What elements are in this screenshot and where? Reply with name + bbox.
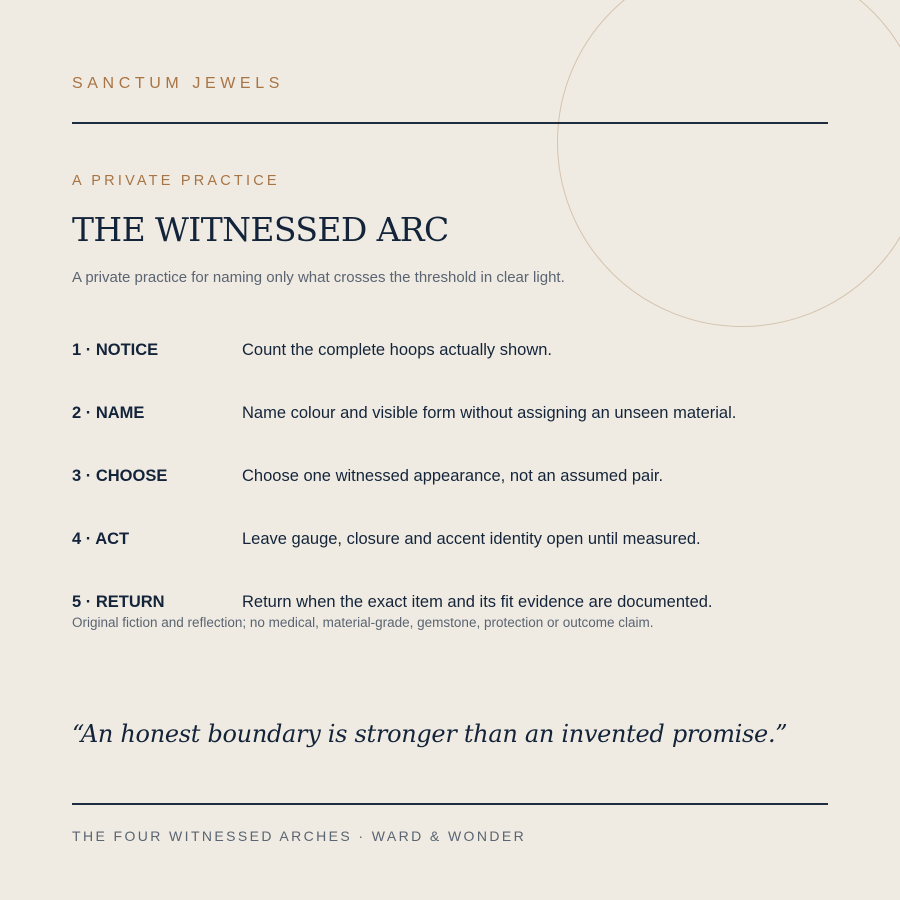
step-label: 5 · RETURN: [72, 593, 165, 611]
top-divider: [72, 122, 828, 124]
step-text: Count the complete hoops actually shown.: [242, 341, 553, 359]
steps-list: [72, 341, 832, 656]
pull-quote: “An honest boundary is stronger than an invented promise.”: [72, 720, 788, 748]
step-label: 2 · NAME: [72, 404, 145, 422]
disclaimer: Original fiction and reflection; no medical, material-grade, gemstone, protection or outcome claim.: [72, 615, 654, 630]
step-name: [72, 404, 832, 467]
step-text: Leave gauge, closure and accent identity open until measured.: [242, 530, 701, 548]
step-text: Return when the exact item and its fit evidence are documented.: [242, 593, 713, 611]
step-choose: [72, 467, 832, 530]
footer-text: THE FOUR WITNESSED ARCHES · WARD & WONDER: [72, 828, 527, 844]
bottom-divider: [72, 803, 828, 805]
step-text: Choose one witnessed appearance, not an assumed pair.: [242, 467, 664, 485]
step-notice: [72, 341, 832, 404]
step-act: [72, 530, 832, 593]
step-label: 1 · NOTICE: [72, 341, 159, 359]
step-text: Name colour and visible form without assigning an unseen material.: [242, 404, 737, 422]
step-label: 4 · ACT: [72, 530, 130, 548]
step-label: 3 · CHOOSE: [72, 467, 168, 485]
kicker: A PRIVATE PRACTICE: [72, 173, 280, 189]
subtitle: A private practice for naming only what crosses the threshold in clear light.: [72, 269, 565, 286]
page-title: THE WITNESSED ARC: [72, 210, 449, 249]
decorative-circle: [557, 0, 900, 327]
brand-name: SANCTUM JEWELS: [72, 75, 284, 92]
